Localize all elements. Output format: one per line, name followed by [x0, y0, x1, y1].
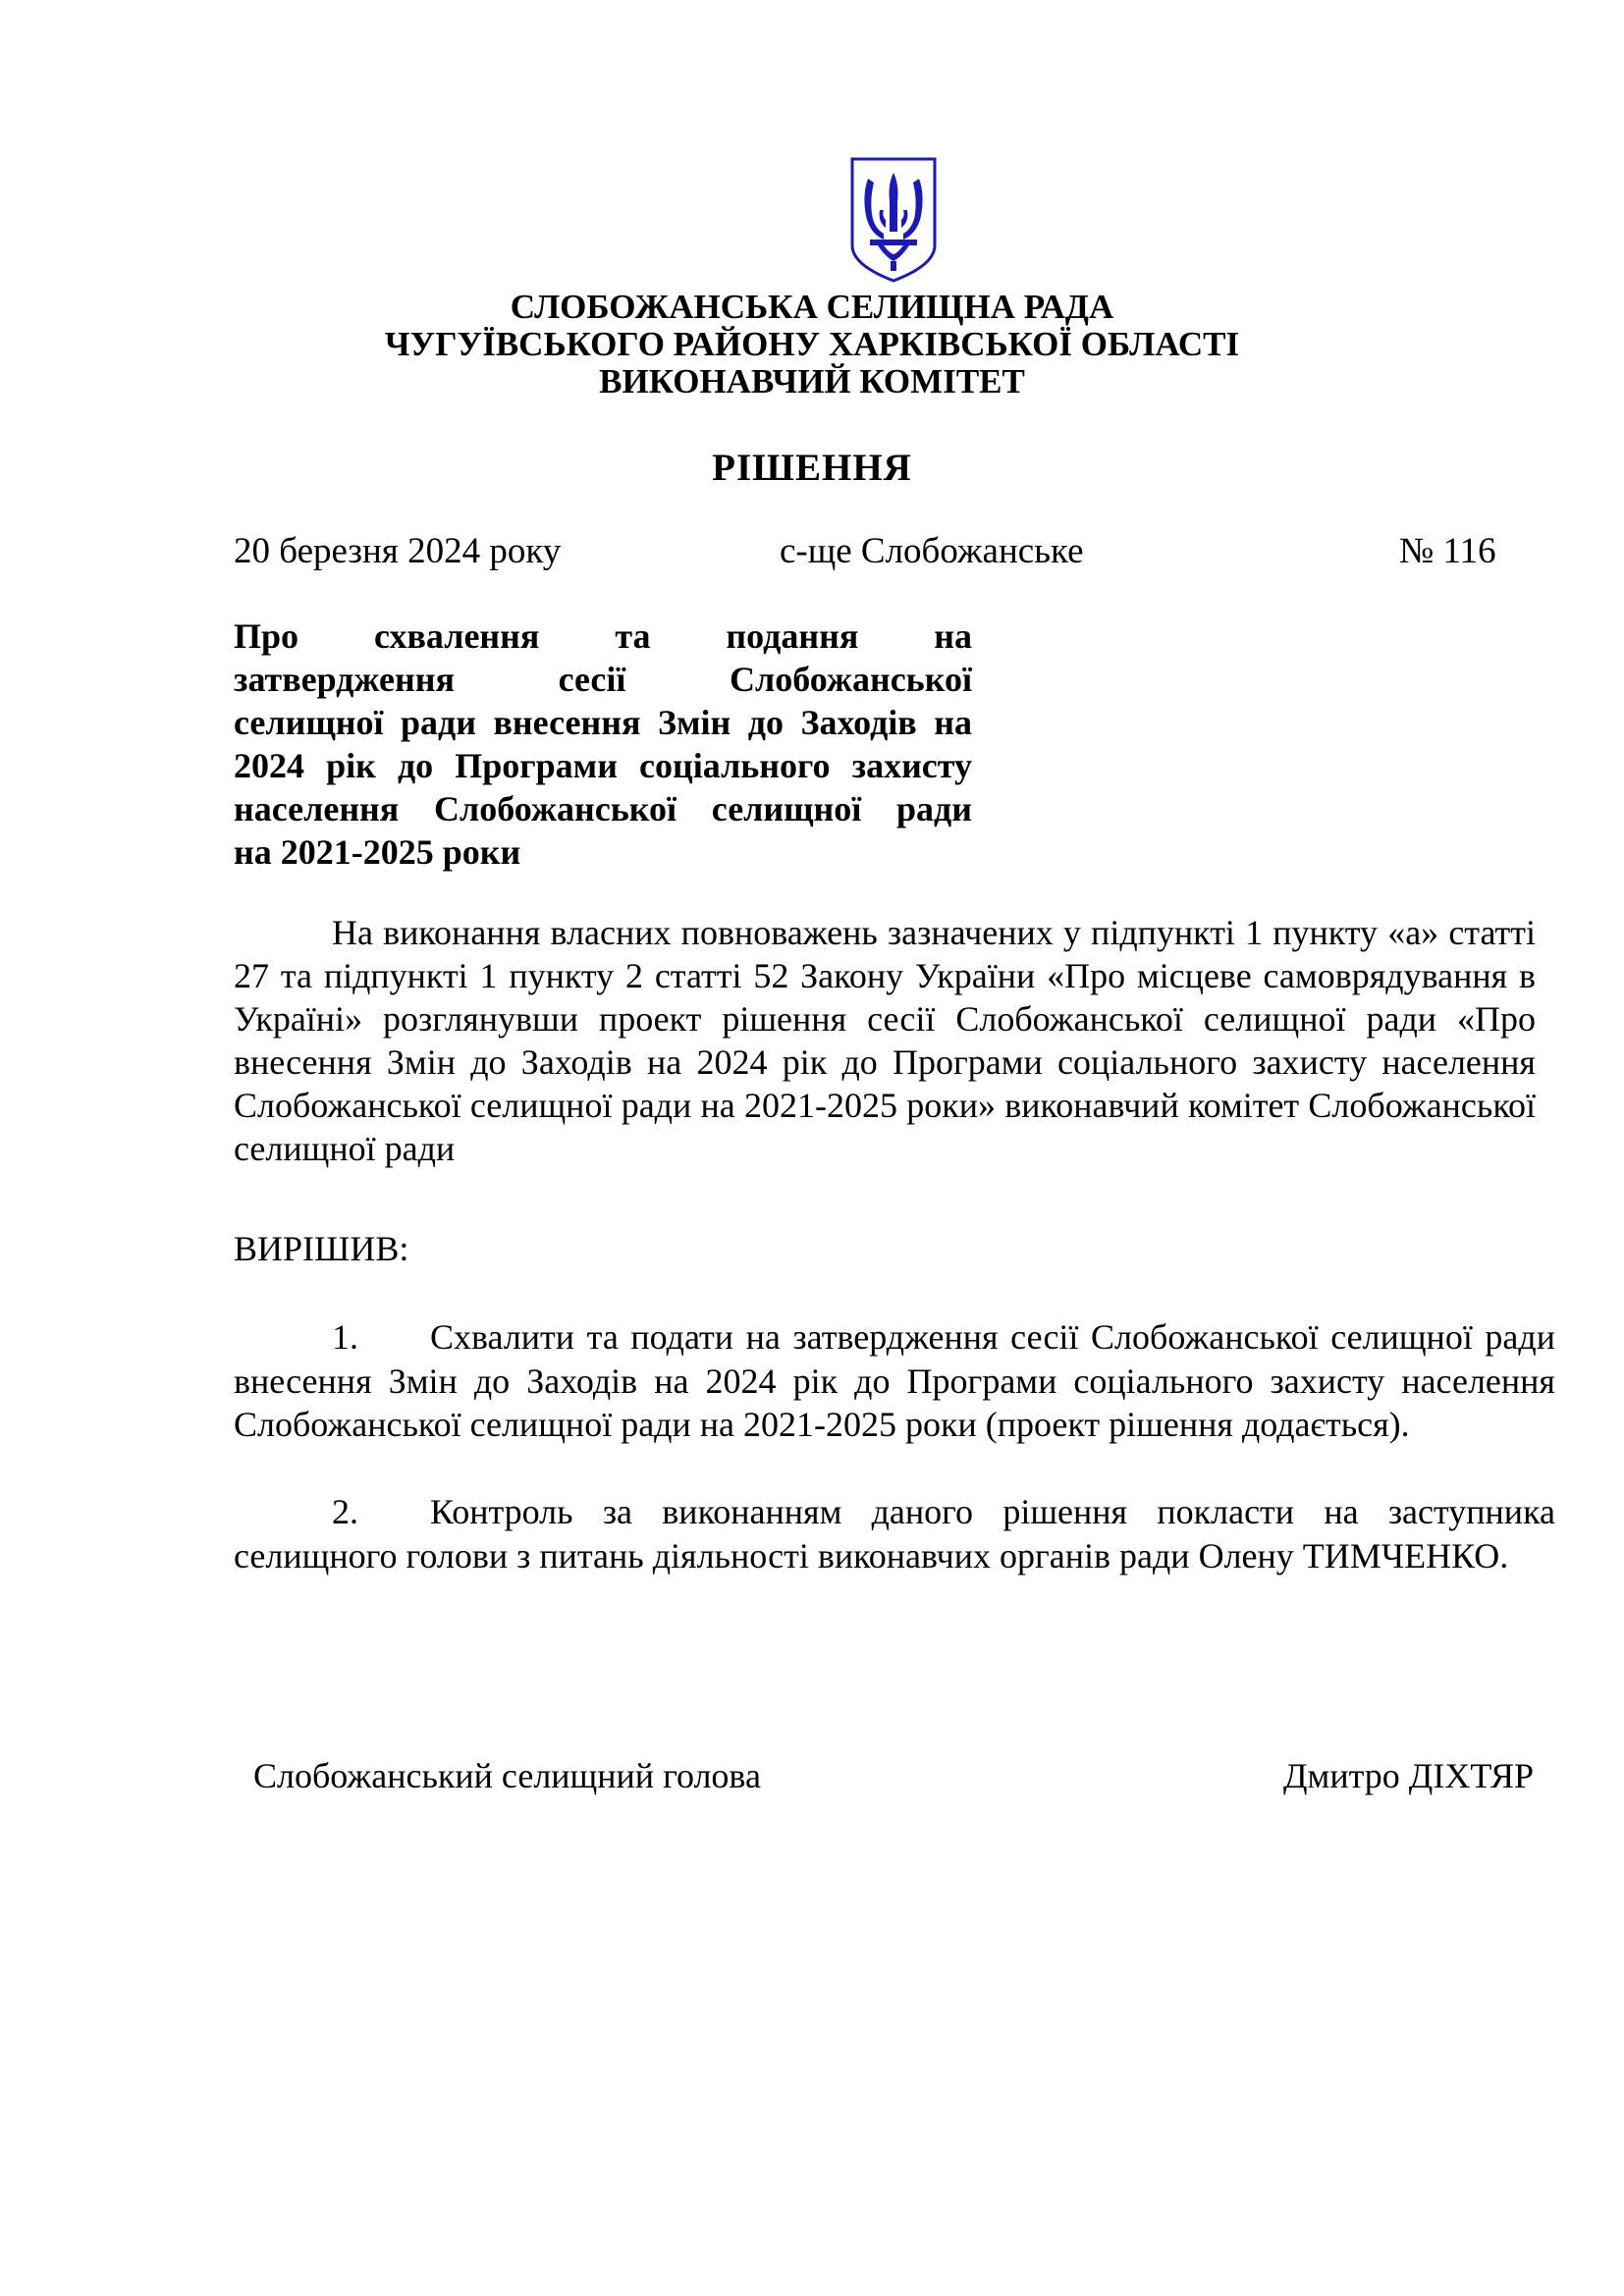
decision-number: № 116 — [1399, 531, 1496, 571]
item-text: Контроль за виконанням даного рішення покласти на заступника селищного голови з питань діяльності виконавчих органів ради Олену ТИМЧЕНКО. — [234, 1492, 1555, 1575]
resolution-item — [234, 1315, 1555, 1447]
item-number: 1. — [332, 1317, 358, 1357]
district-name: ЧУГУЇВСЬКОГО РАЙОНУ ХАРКІВСЬКОЇ ОБЛАСТІ — [384, 325, 1240, 363]
signatory-position: Слобожанський селищний голова — [253, 1756, 761, 1795]
decision-subject — [234, 614, 972, 874]
decision-place: с-ще Слобожанське — [780, 531, 1084, 571]
subject-line: на 2021-2025 роки — [234, 832, 521, 872]
signatory-name: Дмитро ДІХТЯР — [1283, 1756, 1534, 1795]
council-name: СЛОБОЖАНСЬКА СЕЛИЩНА РАДА — [510, 288, 1114, 326]
trident-coat-of-arms-icon — [848, 155, 939, 285]
resolution-item — [234, 1490, 1555, 1577]
executive-committee-title: ВИКОНАВЧИЙ КОМІТЕТ — [599, 362, 1025, 400]
decision-date: 20 березня 2024 року — [234, 531, 562, 571]
subject-line: 2024 рік до Програми соціального захисту — [234, 746, 972, 785]
item-number: 2. — [332, 1492, 358, 1531]
subject-line: селищної ради внесення Змін до Заходів на — [234, 703, 972, 742]
subject-line: Про схвалення та подання на — [234, 616, 972, 656]
document-type-title: РІШЕННЯ — [712, 447, 912, 489]
subject-line: населення Слобожанської селищної ради — [234, 789, 972, 828]
preamble-paragraph: На виконання власних повноважень зазначених у підпункті 1 пункту «а» статті 27 та підпункті 1 пункту 2 статті 52 Закону України «Про місцеве самоврядування в Україні» розглянувши проект рішення сесії Слобожанської селищної ради «Про внесення Змін до Заходів на 2024 рік до Програми соціального захисту населення Слобожанської селищної ради на 2021-2025 роки» виконавчий комітет Слобожанської селищної ради — [234, 913, 1536, 1168]
item-text: Схвалити та подати на затвердження сесії Слобожанської селищної ради внесення Змін до Заходів на 2024 рік до Програми соціального захисту населення Слобожанської селищної ради на 2021-2025 роки (проект рішення додається). — [234, 1317, 1555, 1444]
subject-line: затвердження сесії Слобожанської — [234, 660, 972, 699]
resolved-label: ВИРІШИВ: — [234, 1229, 409, 1268]
